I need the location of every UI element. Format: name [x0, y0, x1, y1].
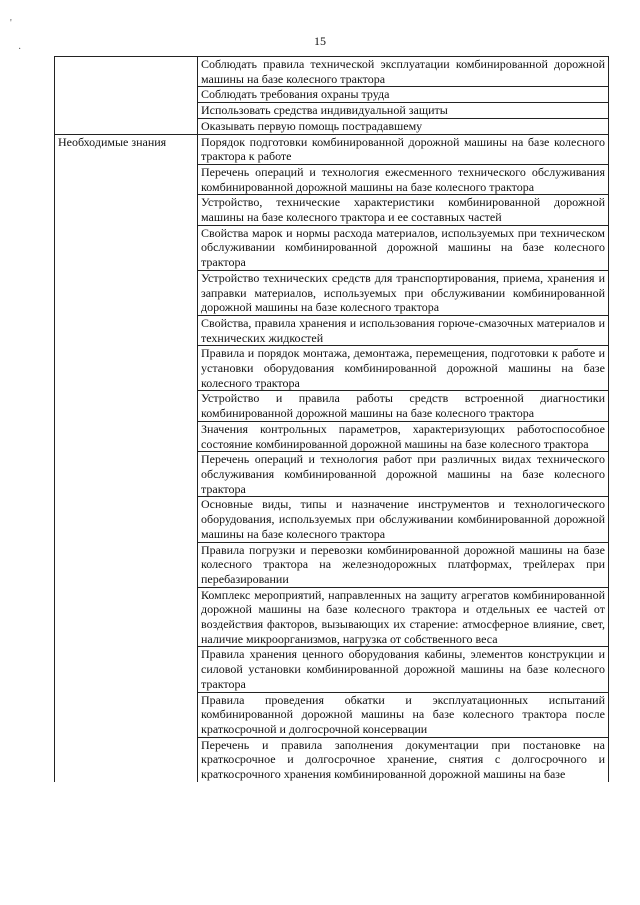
requirement-cell: Основные виды, типы и назначение инструментов и технологического оборудования, используемых при обслуживании комбинированной дорожной машины на базе колесного трактора: [198, 497, 609, 542]
requirement-cell: Соблюдать правила технической эксплуатации комбинированной дорожной машины на базе колесного трактора: [198, 57, 609, 87]
requirement-cell: Правила проведения обкатки и эксплуатационных испытаний комбинированной дорожной машины на базе колесного трактора после краткосрочной и долгосрочной консервации: [198, 692, 609, 737]
section-label-cell: Необходимые знания: [55, 134, 198, 782]
requirement-cell: Устройство технических средств для транспортирования, приема, хранения и заправки материалов, используемых при обслуживании комбинированной дорожной машины на базе колесного трактора: [198, 270, 609, 315]
requirement-cell: Перечень операций и технология работ при различных видах технического обслуживания комбинированной дорожной машины на базе колесного трактора: [198, 452, 609, 497]
requirement-cell: Оказывать первую помощь пострадавшему: [198, 118, 609, 134]
requirement-cell: Порядок подготовки комбинированной дорожной машины на базе колесного трактора к работе: [198, 134, 609, 164]
table-row: [55, 57, 609, 87]
requirement-cell: Правила хранения ценного оборудования кабины, элементов конструкции и силовой установки комбинированной дорожной машины на базе колесного трактора: [198, 647, 609, 692]
requirement-cell: Перечень операций и технология ежесменного технического обслуживания комбинированной дорожной машины на базе колесного трактора: [198, 164, 609, 194]
requirement-cell: Комплекс мероприятий, направленных на защиту агрегатов комбинированной дорожной машины на базе колесного трактора и отдельных ее частей от воздействия факторов, вызывающих их старение: атмосферное влияние, свет, наличие микроорганизмов, нагрузка от собственного веса: [198, 587, 609, 647]
requirement-cell: Правила погрузки и перевозки комбинированной дорожной машины на базе колесного трактора на железнодорожных платформах, трейлерах при перебазировании: [198, 542, 609, 587]
requirement-cell: Свойства марок и нормы расхода материалов, используемых при техническом обслуживании комбинированной дорожной машины на базе колесного трактора: [198, 225, 609, 270]
requirement-cell: Устройство, технические характеристики комбинированной дорожной машины на базе колесного трактора и ее составных частей: [198, 195, 609, 225]
requirement-cell: Перечень и правила заполнения документации при постановке на краткосрочное и долгосрочное хранение, снятия с долгосрочного и краткосрочного хранения комбинированной дорожной машины на базе: [198, 737, 609, 782]
requirement-cell: Значения контрольных параметров, характеризующих работоспособное состояние комбинированной дорожной машины на базе колесного трактора: [198, 421, 609, 451]
requirement-cell: Соблюдать требования охраны труда: [198, 87, 609, 103]
competency-table: [54, 56, 609, 782]
table-row: [55, 134, 609, 164]
competency-table-body: [55, 57, 609, 782]
scan-mark-top: ': [10, 18, 12, 29]
requirement-cell: Использовать средства индивидуальной защиты: [198, 103, 609, 119]
page-number: 15: [314, 34, 326, 48]
requirement-cell: Свойства, правила хранения и использования горюче-смазочных материалов и технических жидкостей: [198, 315, 609, 345]
section-label-cell: [55, 57, 198, 135]
requirement-cell: Правила и порядок монтажа, демонтажа, перемещения, подготовки к работе и установки оборудования комбинированной дорожной машины на базе колесного трактора: [198, 346, 609, 391]
scan-mark-dot: ·: [18, 44, 22, 55]
requirement-cell: Устройство и правила работы средств встроенной диагностики комбинированной дорожной машины на базе колесного трактора: [198, 391, 609, 421]
